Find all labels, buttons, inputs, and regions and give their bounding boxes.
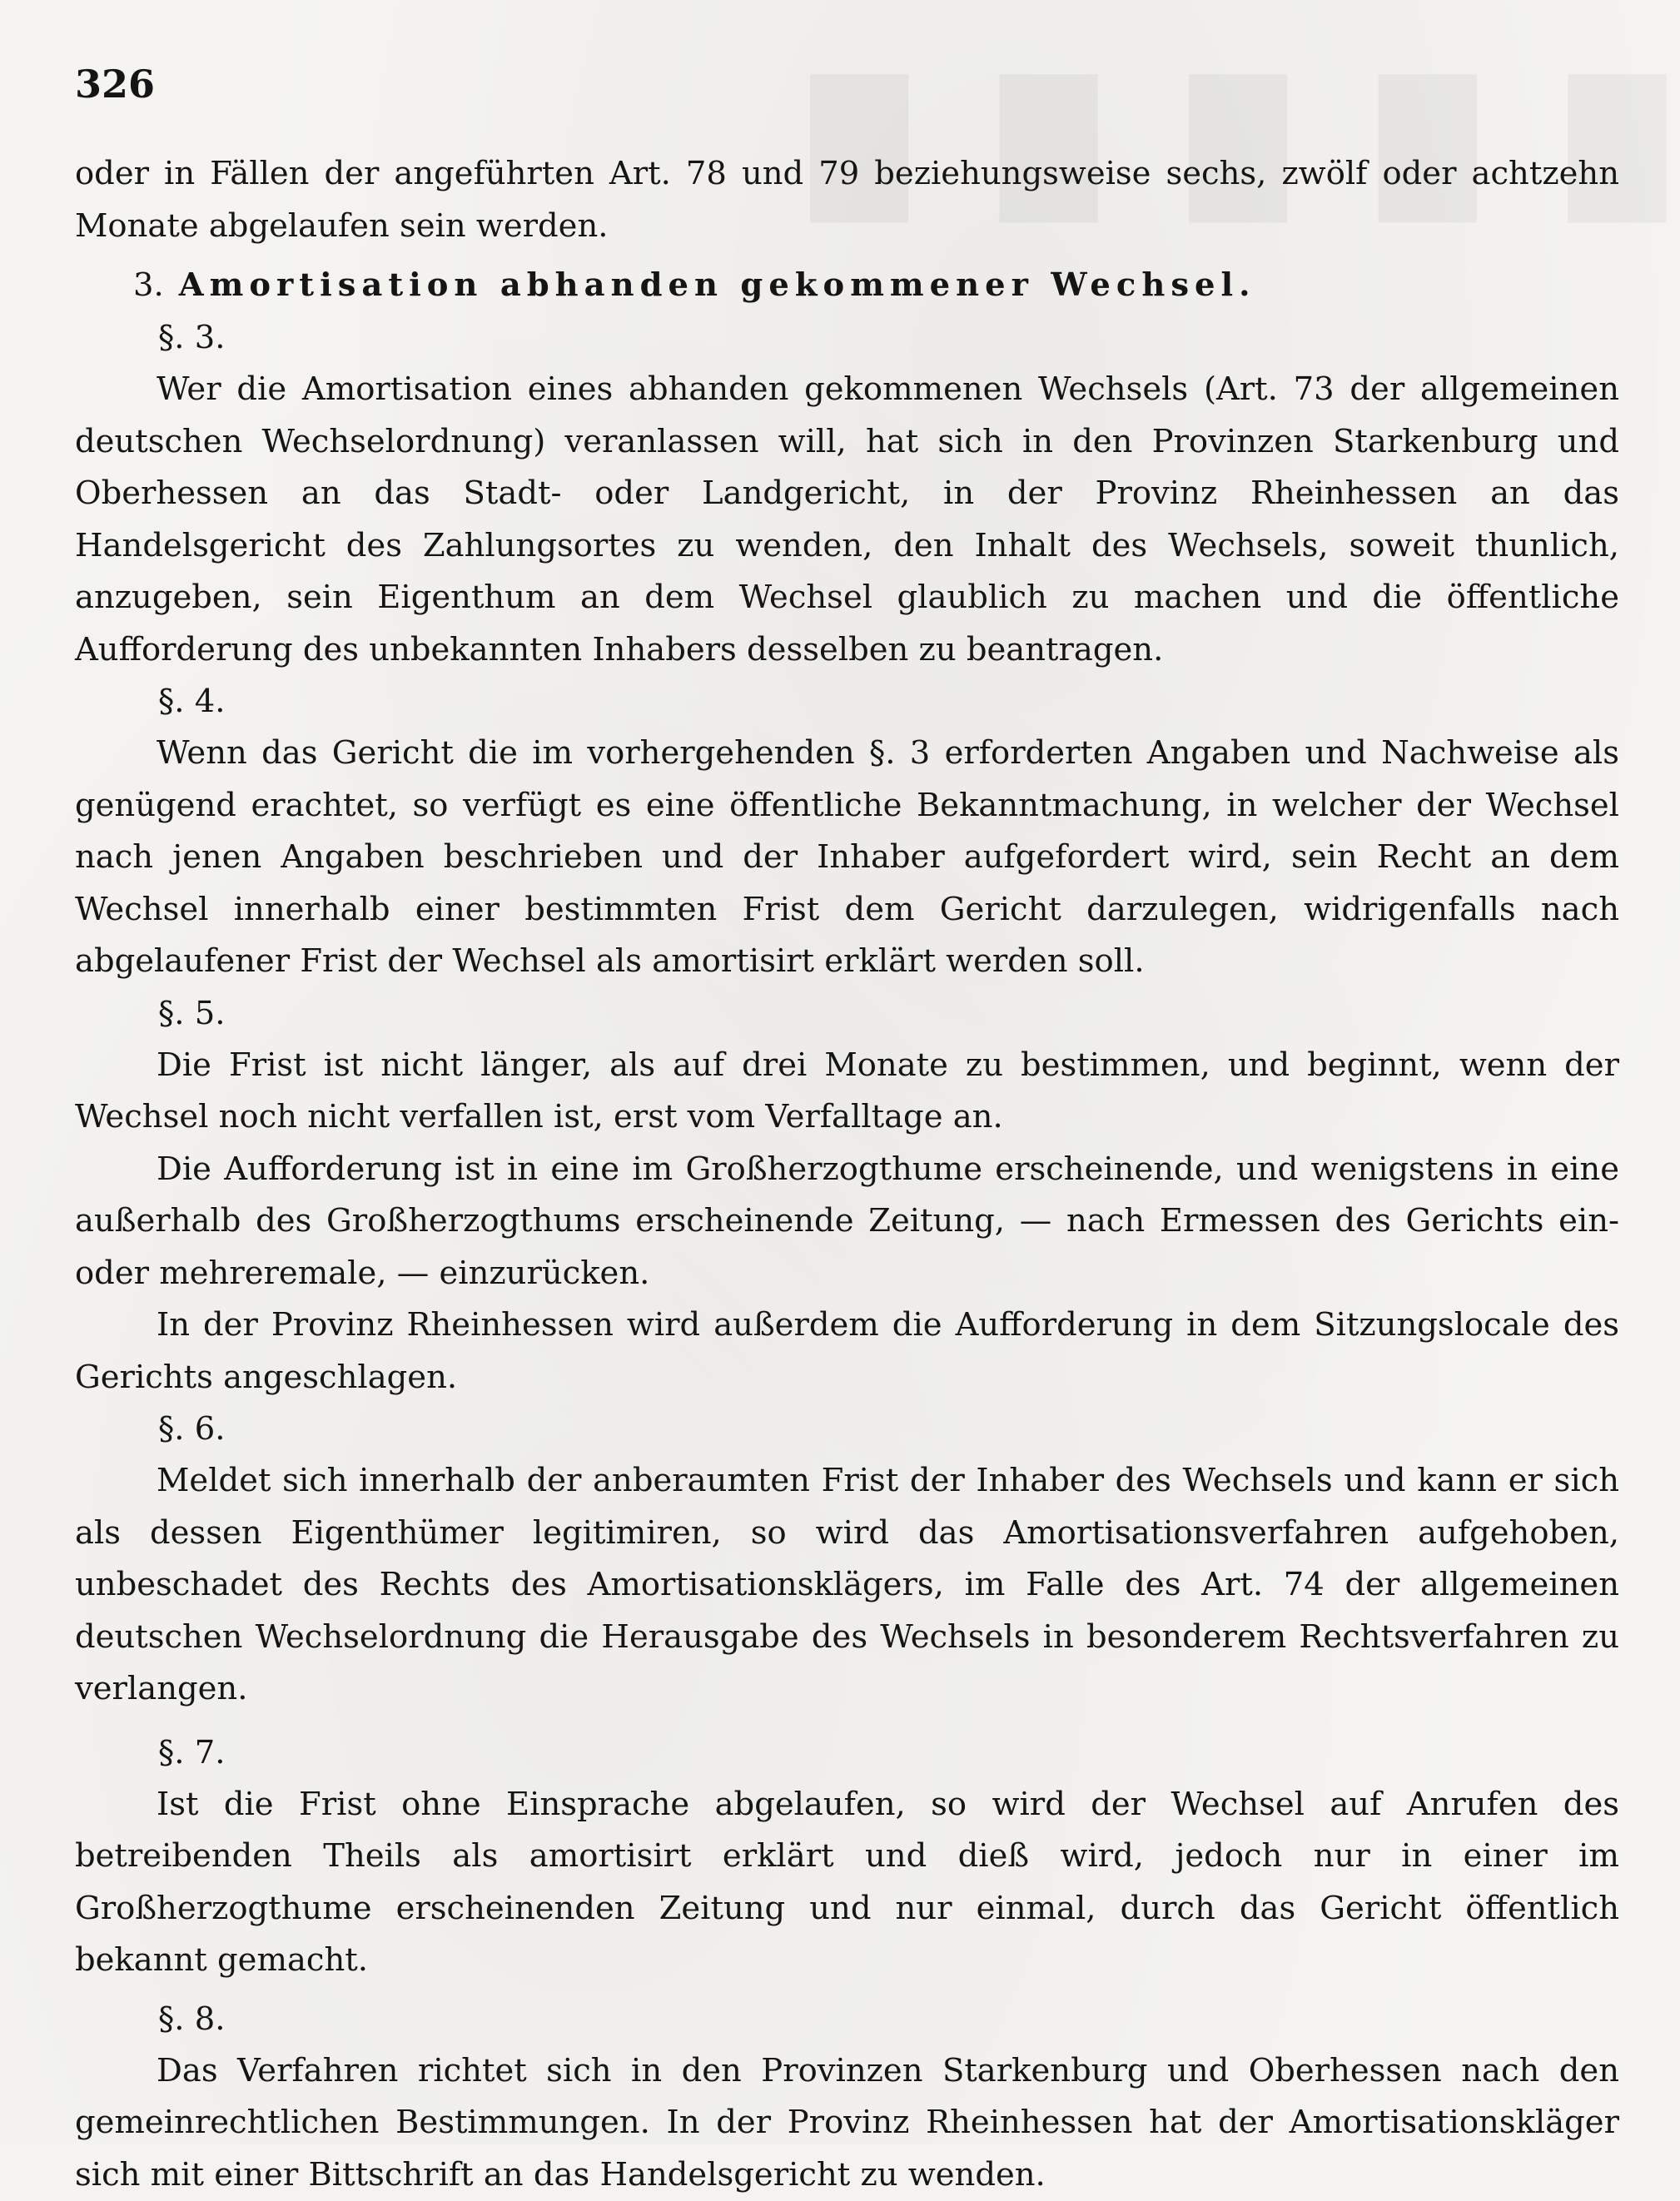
paragraph-heading-3: §. 3. xyxy=(75,312,1619,364)
paragraph-heading-8: §. 8. xyxy=(75,1994,1619,2045)
section-number: 3. xyxy=(133,266,164,304)
paragraph-8-text: Das Verfahren richtet sich in den Provinzen Starkenburg und Oberhessen nach den gemeinrechtlichen Bestimmungen. In der Provinz Rheinhessen hat der Amortisationskläger sich mit einer Bittschrift an das Handelsgericht zu wenden. xyxy=(75,2045,1619,2201)
paragraph-5-text-1: Die Frist ist nicht länger, als auf drei Monate zu bestimmen, und beginnt, wenn der Wechsel noch nicht verfallen ist, erst vom Verfalltage an. xyxy=(75,1040,1619,1144)
paragraph-7-text: Ist die Frist ohne Einsprache abgelaufen, so wird der Wechsel auf Anrufen des betreibenden Theils als amortisirt erklärt und dieß wird, jedoch nur in einer im Großherzogthume erscheinenden Zeitung und nur einmal, durch das Gericht öffentlich bekannt gemacht. xyxy=(75,1779,1619,1987)
paragraph-6-text: Meldet sich innerhalb der anberaumten Frist der Inhaber des Wechsels und kann er sich als dessen Eigenthümer legitimiren, so wird das Amortisationsverfahren aufgehoben, unbeschadet des Rechts des Amortisationsklägers, im Falle des Art. 74 der allgemeinen deutschen Wechselordnung die Herausgabe des Wechsels in besonderem Rechtsverfahren zu verlangen. xyxy=(75,1455,1619,1716)
paragraph-5-text-2: Die Aufforderung ist in eine im Großherzogthume erscheinende, und wenigstens in eine außerhalb des Großherzogthums erscheinende Zeitung, — nach Ermessen des Gerichts ein- oder mehreremale, — einzurücken. xyxy=(75,1144,1619,1300)
paragraph-heading-5: §. 5. xyxy=(75,988,1619,1040)
paragraph-heading-4: §. 4. xyxy=(75,676,1619,728)
paragraph-3-text: Wer die Amortisation eines abhanden gekommenen Wechsels (Art. 73 der allgemeinen deutschen Wechselordnung) veranlassen will, hat sich in den Provinzen Starkenburg und Oberhessen an das Stadt- oder Landgericht, in der Provinz Rheinhessen an das Handelsgericht des Zahlungsortes zu wenden, den Inhalt des Wechsels, soweit thunlich, anzugeben, sein Eigenthum an dem Wechsel glaublich zu machen und die öffentliche Aufforderung des unbekannten Inhabers desselben zu beantragen. xyxy=(75,364,1619,676)
section-title: Amortisation abhanden gekommener Wechsel. xyxy=(179,266,1256,304)
body-text xyxy=(75,148,1619,2201)
section-heading xyxy=(75,259,1619,312)
paragraph-heading-6: §. 6. xyxy=(75,1404,1619,1455)
paragraph-4-text: Wenn das Gericht die im vorhergehenden §. 3 erforderten Angaben und Nachweise als genügend erachtet, so verfügt es eine öffentliche Bekanntmachung, in welcher der Wechsel nach jenen Angaben beschrieben und der Inhaber aufgefordert wird, sein Recht an dem Wechsel innerhalb einer bestimmten Frist dem Gericht darzulegen, widrigenfalls nach abgelaufener Frist der Wechsel als amortisirt erklärt werden soll. xyxy=(75,728,1619,988)
paragraph-heading-7: §. 7. xyxy=(75,1727,1619,1779)
intro-paragraph: oder in Fällen der angeführten Art. 78 und 79 beziehungsweise sechs, zwölf oder achtzehn Monate abgelaufen sein werden. xyxy=(75,148,1619,252)
page-number: 326 xyxy=(75,65,155,103)
paragraph-5-text-3: In der Provinz Rheinhessen wird außerdem die Aufforderung in dem Sitzungslocale des Gerichts angeschlagen. xyxy=(75,1299,1619,1404)
